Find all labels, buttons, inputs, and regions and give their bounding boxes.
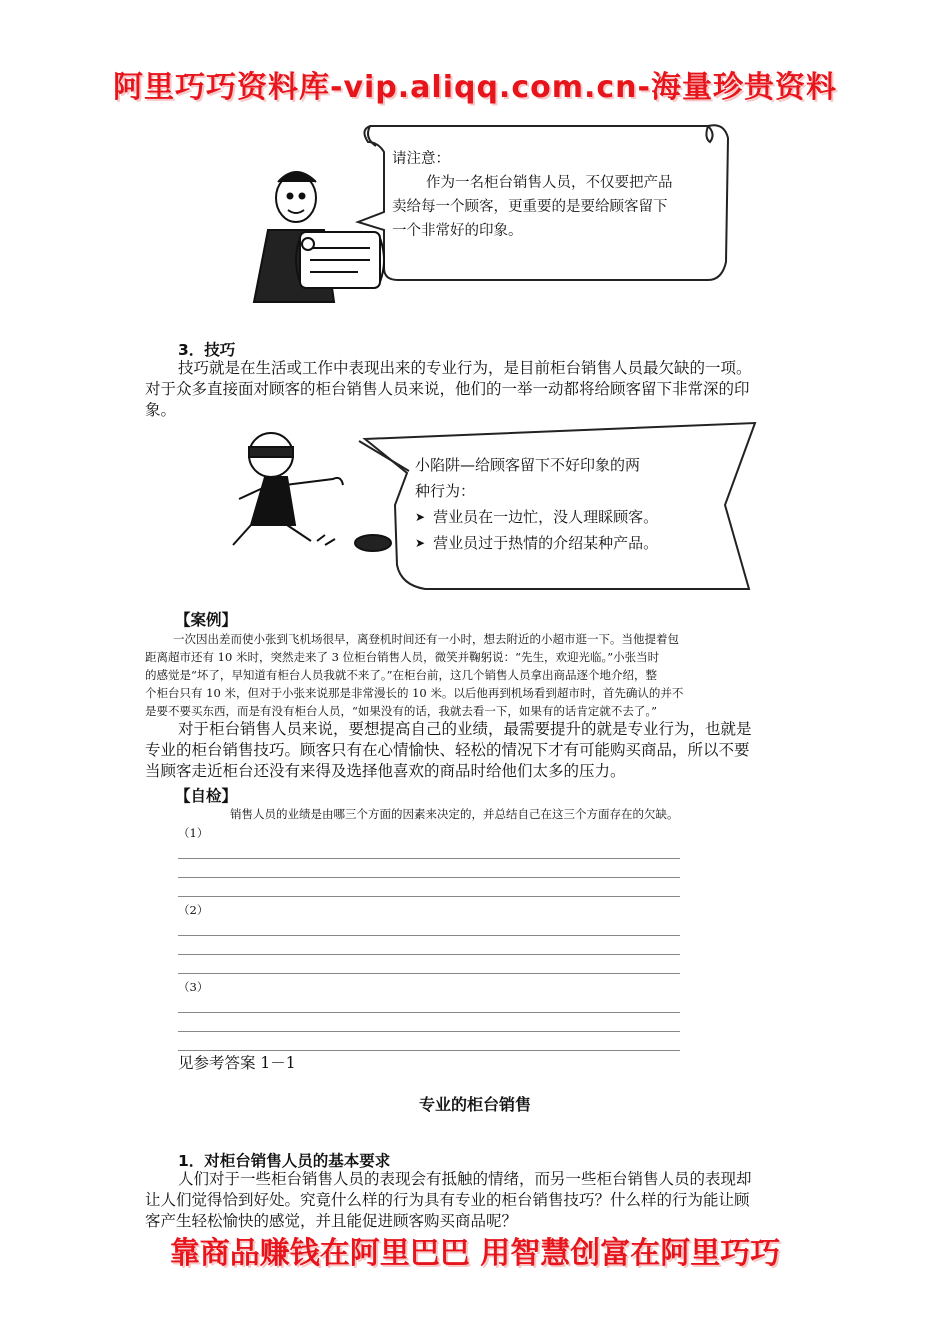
self-check-question: 销售人员的业绩是由哪三个方面的因素来决定的，并总结自己在这三个方面存在的欠缺。 [230,807,679,821]
notice-text [392,147,732,243]
case-story [145,630,825,720]
case-line-2: 距离超市还有 10 米时，突然走来了 3 位柜台销售人员，微笑并鞠躬说：“先生，欢迎光临。”小张当时 [145,650,660,664]
man-with-scroll-illustration [254,172,384,302]
section3-line-3: 象。 [145,401,177,419]
answer-line[interactable] [178,896,680,897]
case-summary-line-2: 专业的柜台销售技巧。顾客只有在心情愉快、轻松的情况下才有可能购买商品，所以不要 [145,741,750,759]
trap-line-1: 小陷阱—给顾客留下不好印象的两 [415,456,641,474]
answer-line[interactable] [178,973,680,974]
section1-line-2: 让人们觉得恰到好处。究竟什么样的行为具有专业的柜台销售技巧？什么样的行为能让顾 [145,1191,750,1209]
answer-line[interactable] [178,954,680,955]
answer-line[interactable] [178,935,680,936]
case-summary [145,719,825,782]
self-check-item-2: （2） [178,903,209,917]
trap-line-2: 种行为： [415,482,476,500]
bottom-banner: 靠商品赚钱在阿里巴巴 用智慧创富在阿里巧巧 [169,1236,781,1271]
trap-bullet-1-text: 营业员在一边忙，没人理睬顾客。 [433,508,659,526]
notice-line-2: 卖给每一个顾客，更重要的是要给顾客留下 [392,199,668,215]
answer-line[interactable] [178,1050,680,1051]
notice-line-1: 作为一名柜台销售人员，不仅要把产品 [426,175,673,191]
notice-title: 请注意： [392,151,450,167]
arrow-bullet-icon: ➤ [415,510,426,524]
case-summary-line-3: 当顾客走近柜台还没有来得及选择他喜欢的商品时给他们太多的压力。 [145,762,626,780]
section3-paragraph [145,358,825,421]
section3-line-2: 对于众多直接面对顾客的柜台销售人员来说，他们的一举一动都将给顾客留下非常深的印 [145,380,750,398]
answer-line[interactable] [178,1012,680,1013]
case-line-3: 的感觉是“坏了，早知道有柜台人员我就不来了。”在柜台前，这几个销售人员拿出商品逐个地介绍，整 [145,668,658,682]
case-line-5: 是要不要买东西，而是有没有柜台人员，“如果没有的话，我就去看一下，如果有的话肯定就不去了。” [145,704,658,718]
reference-answer: 见参考答案 1－1 [178,1054,296,1072]
top-banner: 阿里巧巧资料库-vip.aliqq.com.cn-海量珍贵资料 [113,70,837,105]
answer-line[interactable] [178,858,680,859]
trap-text [415,452,745,556]
case-line-4: 个柜台只有 10 米，但对于小张来说那是非常漫长的 10 米。以后他再到机场看到超市时，首先确认的并不 [145,686,684,700]
case-line-1: 一次因出差而使小张到飞机场很早，离登机时间还有一小时，想去附近的小超市逛一下。当他提着包 [173,632,679,646]
section1-line-3: 客产生轻松愉快的感觉，并且能促进顾客购买商品呢？ [145,1212,518,1230]
arrow-bullet-icon: ➤ [415,536,426,550]
section3-line-1: 技巧就是在生活或工作中表现出来的专业行为，是目前柜台销售人员最欠缺的一项。 [178,359,752,377]
case-heading: 【案例】 [175,611,238,629]
section1-heading: 1．对柜台销售人员的基本要求 [178,1152,391,1170]
answer-line[interactable] [178,877,680,878]
section1-line-1: 人们对于一些柜台销售人员的表现会有抵触的情绪，而另一些柜台销售人员的表现却 [178,1170,752,1188]
self-check-heading: 【自检】 [175,787,238,805]
answer-line[interactable] [178,1031,680,1032]
section3-heading: 3．技巧 [178,341,236,359]
case-summary-line-1: 对于柜台销售人员来说，要想提高自己的业绩，最需要提升的就是专业行为，也就是 [178,720,752,738]
self-check-item-3: （3） [178,980,209,994]
notice-line-3: 一个非常好的印象。 [392,223,523,239]
section1-paragraph [145,1169,825,1232]
trap-bullet-1 [415,504,745,530]
chapter-title: 专业的柜台销售 [418,1095,531,1114]
running-blindfolded-man-illustration [233,433,391,551]
trap-bullet-2 [415,530,745,556]
trap-bullet-2-text: 营业员过于热情的介绍某种产品。 [433,534,659,552]
self-check-item-1: （1） [178,826,209,840]
